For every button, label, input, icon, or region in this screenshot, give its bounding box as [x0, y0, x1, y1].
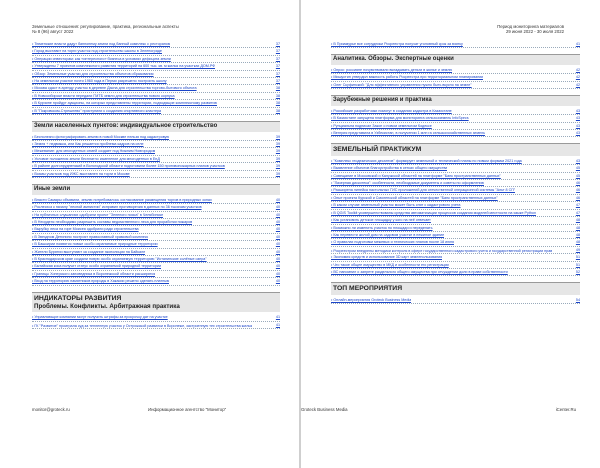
toc-page-number[interactable]: 43: [575, 131, 580, 136]
toc-entry[interactable]: [32, 85, 280, 92]
section-title: Иные земли: [34, 186, 71, 193]
toc-entry-title[interactable]: • ГК "Развитие" проиграла суд за тепленную участок у Острожской развилки в Воронеже, застроенную тех строительства жилья: [32, 323, 253, 328]
toc-entry-title[interactable]: • Обзор: Земельные участки для строительства объектов образования: [32, 71, 154, 76]
toc-entry-title[interactable]: • На земельном участке почти 1960 года в Перми разрешено построить школу: [32, 79, 167, 84]
toc-entry-title[interactable]: • Как перевести жилой дом на садовом участке в нежилое здание: [331, 232, 445, 237]
toc-page-number[interactable]: 41: [275, 315, 280, 320]
toc-page-number[interactable]: 46: [575, 181, 580, 186]
toc-entry[interactable]: [331, 217, 580, 224]
toc-entry-title[interactable]: • Российские разработчики помогут в создании кадастра в Казахстане: [331, 108, 452, 113]
toc-entry-title[interactable]: • В каком случае земельный участок может быть снят с кадастрового учета: [331, 203, 461, 208]
toc-page-number[interactable]: 42: [575, 82, 580, 87]
toc-entry[interactable]: [32, 163, 280, 170]
toc-entry[interactable]: [32, 249, 280, 256]
right-toc: [331, 41, 580, 310]
toc-entry-title[interactable]: • ВС напомнил о запрете раздельного общего имущества при отчуждении доли в праве собственности: [331, 269, 508, 274]
toc-entry[interactable]: [331, 67, 580, 74]
toc-entry[interactable]: [32, 171, 280, 178]
toc-entry-title[interactable]: • На публичных слушаниях одобрили проект "Зеленого пояса" в Челябинске: [32, 212, 164, 217]
right-page: [301, 0, 600, 468]
toc-page-number[interactable]: 37: [275, 79, 280, 84]
toc-page-number[interactable]: 40: [275, 271, 280, 276]
toc-page-number[interactable]: 51: [575, 255, 580, 260]
toc-entry[interactable]: [32, 48, 280, 55]
toc-entry[interactable]: [32, 56, 280, 63]
toc-entry[interactable]: [32, 263, 280, 270]
toc-page-number[interactable]: 42: [575, 68, 580, 72]
toc-section: [331, 41, 580, 48]
toc-entry[interactable]: [32, 271, 280, 278]
section-heading: [331, 282, 580, 294]
toc-page-number[interactable]: 40: [275, 212, 280, 217]
section-heading: [331, 54, 580, 65]
toc-entry-title[interactable]: • Опыт проекта Курской и Смоленской областей на платформе "Банк пространственных данных": [331, 195, 498, 200]
section-title: ЗЕМЕЛЬНЫЙ ПРАКТИКУМ: [333, 146, 422, 154]
toc-page-number[interactable]: 41: [275, 322, 280, 327]
toc-entry-title[interactable]: • Утверждены 7 проектов комплексного развития территорий на 600 тыс. кв. м жилья на участках ДОМ.РФ: [32, 64, 216, 69]
toc-entry[interactable]: [331, 262, 580, 269]
toc-section: [331, 95, 580, 137]
toc-entry-title[interactable]: • Росреестром внедрены методики контроля в сфере государственного кадастрового учета и государственной регистрации прав: [331, 248, 553, 253]
toc-entry-title[interactable]: • Экономия средств и использование 3D карт землепользования: [331, 255, 443, 260]
toc-entry-title[interactable]: • Бытийская коса получит статус особо охраняемой природной территории: [32, 264, 162, 269]
toc-entry-title[interactable]: • Управляющие компании могут получить штрафы за просрочку дат на участке: [32, 315, 168, 320]
toc-entry[interactable]: [32, 93, 280, 100]
toc-entry[interactable]: [32, 234, 280, 241]
toc-section: [32, 121, 280, 178]
header-line: Земельные отношения: регулирование, практика, региональные аспекты: [32, 24, 179, 29]
toc-entry[interactable]: [331, 130, 580, 137]
toc-page-number[interactable]: 45: [575, 166, 580, 171]
toc-entry-title[interactable]: • Рунциальна подписал Закон о новом земельном Кодексе: [331, 123, 432, 128]
toc-page-number[interactable]: 48: [575, 232, 580, 237]
toc-page-number[interactable]: 46: [575, 195, 580, 200]
toc-entry-title[interactable]: • "Комплекс геодезических десантов" формирует земельной и технический планы по новым формам 2021 года: [331, 158, 522, 163]
toc-entry-title[interactable]: • Вырубку леса на горе Моисея одобрили ради строительства: [32, 227, 139, 232]
toc-entry-title[interactable]: • В Краснодарском крае создали новую особо охраняемую территорию "Истанинские солёные озера": [32, 256, 207, 261]
toc-entry[interactable]: [32, 219, 280, 226]
toc-entry-title[interactable]: • Земля + недвижка, или Как решается проблема кадров на селе: [32, 142, 144, 147]
toc-page-number[interactable]: 43: [575, 123, 580, 128]
toc-entry[interactable]: [331, 247, 580, 254]
toc-entry-title[interactable]: • В Приамурье все сотрудники Росреестра получат уголовный срок за взятку: [331, 42, 463, 46]
toc-entry[interactable]: [331, 269, 580, 276]
section-title: Зарубежные решения и практика: [333, 97, 432, 104]
toc-page-number[interactable]: 46: [575, 188, 580, 193]
toc-page-number[interactable]: 51: [575, 262, 580, 267]
right-running-header: [497, 24, 564, 35]
section-heading: [32, 121, 280, 132]
toc-page-number[interactable]: 39: [275, 171, 280, 176]
toc-entry-title[interactable]: • Тюменские власти дадут баннонему земли под банный комплекс с рестораном: [32, 42, 171, 46]
toc-entry[interactable]: [331, 173, 580, 180]
section-heading: [331, 95, 580, 106]
toc-page-number[interactable]: 37: [275, 42, 280, 46]
toc-page-number[interactable]: 39: [275, 149, 280, 154]
toc-entry-title[interactable]: • В QGIS Toolkit усовершенствованы средства автоматизации процессов создания моделей местности на языке Python: [331, 210, 537, 215]
toc-entry-title[interactable]: • Границы Хоперского заповедника в Воронежской области расширятся: [32, 271, 156, 276]
toc-page-number[interactable]: 40: [275, 205, 280, 210]
toc-entry-title[interactable]: • Условие положения земли бесплатно изменение для многодетных в ЕнД: [32, 156, 160, 161]
toc-entry[interactable]: [32, 197, 280, 204]
toc-section: [32, 184, 280, 285]
section-heading: [331, 143, 580, 155]
toc-entry[interactable]: [331, 225, 580, 232]
toc-entry[interactable]: [331, 74, 580, 81]
toc-entry[interactable]: [32, 204, 280, 211]
section-heading: [32, 292, 280, 313]
toc-entry-title[interactable]: • Город выставит на торги участок под строительство школы в Зеленограде: [32, 49, 162, 54]
toc-entry-title[interactable]: • Олег Скуфинский: "Для эффективного управления нужно быть вкусно на земле": [331, 82, 472, 87]
toc-entry[interactable]: [32, 226, 280, 233]
toc-section: [32, 292, 280, 330]
toc-page-number[interactable]: 37: [275, 64, 280, 69]
footer-publisher: Groteck Business Media: [301, 407, 348, 412]
toc-entry[interactable]: [32, 256, 280, 263]
toc-page-number[interactable]: 40: [275, 242, 280, 247]
toc-entry[interactable]: [331, 297, 580, 304]
toc-entry-title[interactable]: • Москва сдаст в аренду участок в деревне Дасна для строительства торгово-бытового объекта: [32, 86, 197, 91]
toc-entry[interactable]: [32, 108, 280, 115]
toc-page-number[interactable]: 42: [575, 75, 580, 80]
section-title: Земли населенных пунктов: индивидуальное строительство: [34, 123, 218, 130]
header-line: № 8 (96) август 2022: [32, 29, 74, 35]
toc-page-number[interactable]: 43: [575, 108, 580, 113]
toc-page-number[interactable]: 39: [275, 134, 280, 139]
toc-entry-title[interactable]: • Онлайн-мероприятия Groteck Business Media: [331, 297, 412, 302]
toc-entry[interactable]: [32, 78, 280, 85]
toc-section: [331, 54, 580, 89]
toc-page-number[interactable]: 40: [275, 197, 280, 202]
toc-page-number[interactable]: 40: [275, 264, 280, 269]
toc-entry-title[interactable]: • Что такое общее имущество в МКД и особенности его регистрации: [331, 262, 449, 267]
toc-page-number[interactable]: 39: [275, 164, 280, 169]
toc-entry[interactable]: [32, 278, 280, 285]
toc-entry-title[interactable]: • "Лазерная дискотека": особенности, необходимые документы и советы по оформлению: [331, 181, 485, 186]
left-page: [0, 0, 299, 468]
toc-page-number[interactable]: 43: [575, 158, 580, 163]
toc-entry[interactable]: [32, 322, 280, 329]
toc-entry-title[interactable]: • Рослесхоз к началу "лесной амнистии" исправил противоречия в данных по 36 тысячам участков: [32, 205, 202, 210]
toc-page-number[interactable]: 48: [575, 218, 580, 223]
toc-entry-title[interactable]: • Вход на территорию памятников природы в Хакасии решено сделать платным: [32, 279, 170, 284]
toc-entry-title[interactable]: • О правилах подготовки межевых и технических планов после 18 июня: [331, 240, 455, 245]
toc-entry[interactable]: [32, 148, 280, 155]
toc-entry-title[interactable]: • Возможно ли изменить участок по площади и переделать: [331, 225, 433, 230]
toc-entry[interactable]: [32, 314, 280, 321]
toc-page-number[interactable]: 48: [575, 225, 580, 230]
toc-entry[interactable]: [331, 115, 580, 122]
toc-entry[interactable]: [32, 41, 280, 48]
toc-entry[interactable]: [331, 82, 580, 89]
toc-page-number[interactable]: 39: [275, 156, 280, 161]
toc-page-number[interactable]: 37: [275, 71, 280, 76]
toc-entry-title[interactable]: • В районе долгопрудненский в Вологодской области подготовили более 150 противопожарных планов участков: [32, 164, 225, 169]
toc-page-number[interactable]: 47: [575, 210, 580, 215]
toc-entry[interactable]: [331, 202, 580, 209]
toc-page-number[interactable]: 43: [575, 116, 580, 121]
toc-page-number[interactable]: 38: [275, 108, 280, 113]
toc-page-number[interactable]: 40: [275, 256, 280, 261]
toc-page-number[interactable]: 41: [575, 42, 580, 46]
section-title: ТОП МЕРОПРИЯТИЯ: [333, 285, 403, 293]
toc-entry-title[interactable]: • Выявление объектов благоустройства в сетках общего имущества: [331, 166, 448, 171]
toc-section: [331, 282, 580, 304]
toc-page-number[interactable]: 49: [575, 247, 580, 252]
toc-page-number[interactable]: 39: [275, 142, 280, 147]
toc-entry-title[interactable]: • В Башкирии появятся новые особо охраняемые природные территории: [32, 242, 158, 247]
toc-entry[interactable]: [331, 180, 580, 187]
toc-page-number[interactable]: 47: [575, 203, 580, 208]
toc-page-number[interactable]: 38: [275, 101, 280, 106]
toc-entry-title[interactable]: • Опрос: россияне почувствовали вкладывать деньги в жилье и землю: [331, 68, 453, 72]
toc-entry[interactable]: [331, 232, 580, 239]
toc-entry[interactable]: [331, 195, 580, 202]
toc-entry[interactable]: [32, 71, 280, 78]
toc-entry-title[interactable]: • Расширена линейка настольных ГИС приложений для отечественной операционной системы "Альт 8 СП": [331, 188, 516, 193]
toc-entry[interactable]: [331, 187, 580, 194]
toc-page-number[interactable]: 37: [275, 49, 280, 54]
toc-entry[interactable]: [32, 63, 280, 70]
toc-entry[interactable]: [331, 41, 580, 48]
header-line: 29 июня 2022 - 30 июля 2022: [506, 29, 564, 35]
footer-agency: Информационное агентство "Монитор": [148, 407, 227, 412]
toc-page-number[interactable]: 40: [275, 219, 280, 224]
toc-page-number[interactable]: 40: [275, 249, 280, 254]
toc-entry[interactable]: [32, 212, 280, 219]
toc-entry[interactable]: [32, 134, 280, 141]
toc-entry-title[interactable]: • В "Покровском-Стрешнево" приступили к созданию спортивного кластера: [32, 108, 162, 113]
toc-section: [32, 41, 280, 115]
toc-entry[interactable]: [32, 156, 280, 163]
toc-entry[interactable]: [32, 241, 280, 248]
toc-page-number[interactable]: 52: [575, 269, 580, 274]
section-heading: [32, 184, 280, 195]
toc-entry[interactable]: [331, 210, 580, 217]
toc-entry-title[interactable]: • В Неорденс необходимо разрешить составы ведомственного леса для проработки пожаров: [32, 219, 193, 224]
toc-entry[interactable]: [331, 165, 580, 172]
toc-entry[interactable]: [331, 158, 580, 165]
toc-page-number[interactable]: 48: [575, 240, 580, 245]
toc-entry-title[interactable]: • Мишустин утвердил важность работы Росреестра при территориальном планировании: [331, 75, 484, 80]
toc-entry-title[interactable]: • Венгрия представила в Узбекистан, в получении 1 млн га сельскохозяйственных земель: [331, 131, 485, 136]
toc-entry-title[interactable]: • Совещание в Московской и Калужской областей на платформе "Банк пространственных данных": [331, 173, 501, 178]
toc-page-number[interactable]: 40: [275, 234, 280, 239]
section-title: ИНДИКАТОРЫ РАЗВИТИЯ: [34, 294, 122, 302]
toc-page-number[interactable]: 40: [275, 227, 280, 232]
toc-entry-title[interactable]: • В Казахстане запущена платформа для мониторинга сельхозземель InfoSpecs: [331, 116, 469, 121]
toc-entry-title[interactable]: • Власти Самары объявили, землю потребовалось согласование размещения торгов в природных зонах: [32, 197, 212, 202]
section-subtitle: Проблемы. Конфликты. Арбитражная практика: [34, 302, 180, 310]
toc-entry-title[interactable]: • В Звездном Детинино построят православный храмовой комплекс: [32, 234, 149, 239]
footer-email[interactable]: monitor@groteck.ru: [32, 407, 70, 412]
toc-entry[interactable]: [331, 254, 580, 261]
toc-entry[interactable]: [32, 100, 280, 107]
toc-page-number[interactable]: 38: [275, 86, 280, 91]
toc-entry[interactable]: [32, 141, 280, 148]
toc-page-number[interactable]: 45: [575, 173, 580, 178]
toc-entry-title[interactable]: • Бесполезно фотографировать землю в новой Москве нельзя под кадастровую: [32, 134, 170, 139]
toc-entry-title[interactable]: • Операции инвесторам: как «интересного» бизнеса в условиях дефицита земли: [32, 56, 171, 61]
toc-entry-title[interactable]: • В Новосибирске власти передали ГМТБ земли для строительства нового корпуса: [32, 93, 175, 98]
toc-page-number[interactable]: 37: [275, 56, 280, 61]
left-toc: [32, 41, 280, 335]
toc-page-number[interactable]: 54: [575, 297, 580, 302]
toc-entry[interactable]: [331, 123, 580, 130]
toc-entry-title[interactable]: • Как установить детское площадку у кого на неё отвечает: [331, 218, 431, 223]
left-running-header: [32, 24, 179, 35]
toc-entry[interactable]: [331, 108, 580, 115]
toc-page-number[interactable]: 40: [275, 279, 280, 284]
toc-entry-title[interactable]: • В Курчине пройдут аукционы, на которых представлены территории, подходящие комплексному развитию: [32, 101, 218, 106]
toc-entry-title[interactable]: • Межевание: для многодетных семей создает под Нижним Новгородом: [32, 149, 156, 154]
toc-entry-title[interactable]: • Возмы участков под ИЖС выставлен на торги в Москве: [32, 171, 130, 176]
toc-entry[interactable]: [331, 239, 580, 246]
header-line: Период мониторинга материалов: [497, 24, 564, 29]
section-title: Аналитика. Обзоры. Экспертные оценки: [333, 56, 454, 63]
toc-entry-title[interactable]: • Жители Бурятии выступают за создание экополиции на Байкале: [32, 249, 146, 254]
footer-site[interactable]: iCenter.Ru: [555, 407, 576, 412]
toc-page-number[interactable]: 38: [275, 93, 280, 98]
toc-section: [331, 143, 580, 276]
